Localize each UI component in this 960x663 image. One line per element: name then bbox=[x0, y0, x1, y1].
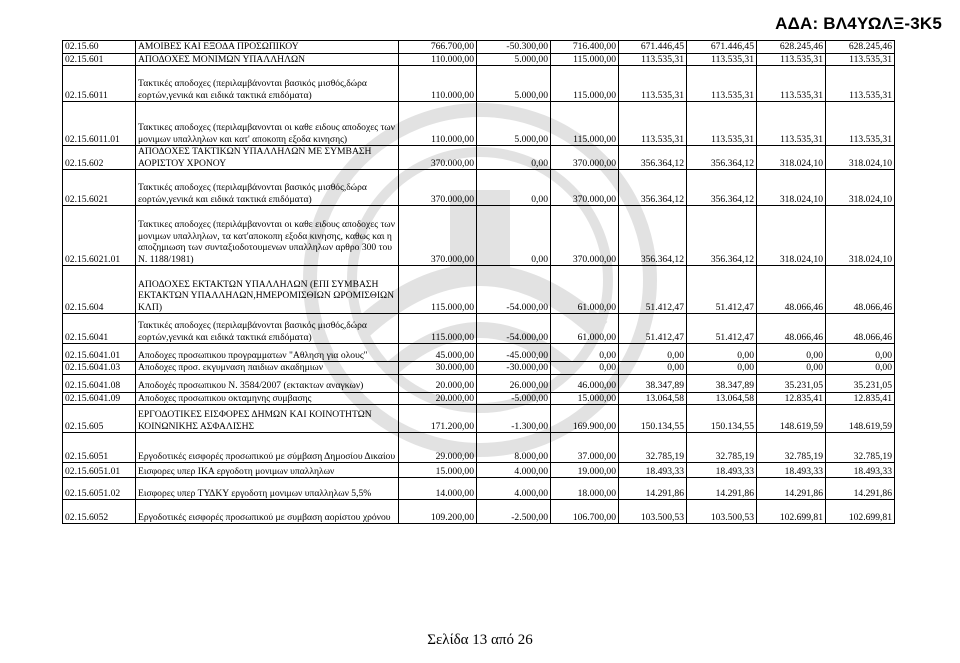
amount-cell: 35.231,05 bbox=[757, 374, 826, 392]
account-code-cell: 02.15.6011.01 bbox=[63, 102, 136, 146]
amount-cell: 148.619,59 bbox=[757, 405, 826, 433]
account-code-cell: 02.15.6051.01 bbox=[63, 463, 136, 478]
amount-cell: 356.364,12 bbox=[619, 206, 687, 266]
amount-cell: 356.364,12 bbox=[619, 146, 687, 170]
description-cell: Αποδοχες προσ. εκγυμναση παιδιων ακαδημιων bbox=[136, 362, 399, 375]
amount-cell: 20.000,00 bbox=[399, 374, 477, 392]
amount-cell: 19.000,00 bbox=[551, 463, 619, 478]
amount-cell: -45.000,00 bbox=[477, 344, 551, 362]
table-row bbox=[63, 374, 895, 392]
description-cell: Αποδοχές προσωπικου Ν. 3584/2007 (εκτακτων αναγκων) bbox=[136, 374, 399, 392]
amount-cell: 48.066,46 bbox=[826, 266, 895, 314]
amount-cell: 51.412,47 bbox=[619, 266, 687, 314]
table-row bbox=[63, 146, 895, 170]
amount-cell: 32.785,19 bbox=[757, 433, 826, 463]
amount-cell: 5.000,00 bbox=[477, 102, 551, 146]
amount-cell: 51.412,47 bbox=[687, 314, 757, 344]
table-row bbox=[63, 206, 895, 266]
table-row bbox=[63, 102, 895, 146]
amount-cell: 15.000,00 bbox=[399, 463, 477, 478]
amount-cell: 18.493,33 bbox=[826, 463, 895, 478]
amount-cell: 48.066,46 bbox=[757, 266, 826, 314]
amount-cell: 115.000,00 bbox=[399, 314, 477, 344]
amount-cell: 370.000,00 bbox=[399, 206, 477, 266]
amount-cell: 113.535,31 bbox=[687, 53, 757, 66]
account-code-cell: 02.15.601 bbox=[63, 53, 136, 66]
amount-cell: 61.000,00 bbox=[551, 266, 619, 314]
amount-cell: 318.024,10 bbox=[826, 146, 895, 170]
amount-cell: 113.535,31 bbox=[619, 53, 687, 66]
amount-cell: 628.245,46 bbox=[757, 41, 826, 54]
amount-cell: 370.000,00 bbox=[551, 170, 619, 206]
amount-cell: 370.000,00 bbox=[551, 206, 619, 266]
amount-cell: 12.835,41 bbox=[826, 392, 895, 405]
amount-cell: 0,00 bbox=[619, 344, 687, 362]
amount-cell: 671.446,45 bbox=[619, 41, 687, 54]
account-code-cell: 02.15.6051.02 bbox=[63, 478, 136, 500]
amount-cell: 4.000,00 bbox=[477, 478, 551, 500]
amount-cell: 61.000,00 bbox=[551, 314, 619, 344]
amount-cell: -5.000,00 bbox=[477, 392, 551, 405]
amount-cell: 110.000,00 bbox=[399, 102, 477, 146]
table-row bbox=[63, 433, 895, 463]
amount-cell: -54.000,00 bbox=[477, 314, 551, 344]
amount-cell: 32.785,19 bbox=[619, 433, 687, 463]
amount-cell: 51.412,47 bbox=[687, 266, 757, 314]
amount-cell: 169.900,00 bbox=[551, 405, 619, 433]
amount-cell: 38.347,89 bbox=[687, 374, 757, 392]
amount-cell: 628.245,46 bbox=[826, 41, 895, 54]
table-row bbox=[63, 344, 895, 362]
description-cell: Εισφορες υπερ ΤΥΔΚΥ εργοδοτη μονιμων υπαλληλων 5,5% bbox=[136, 478, 399, 500]
amount-cell: 370.000,00 bbox=[399, 170, 477, 206]
table-row bbox=[63, 478, 895, 500]
description-cell: Τακτικές αποδοχες (περιλαμβάνονται βασικός μισθός,δώρα εορτών,γενικά και ειδικά τακτικά επιδόματα) bbox=[136, 170, 399, 206]
amount-cell: 0,00 bbox=[757, 362, 826, 375]
account-code-cell: 02.15.604 bbox=[63, 266, 136, 314]
amount-cell: 14.000,00 bbox=[399, 478, 477, 500]
description-cell: ΑΠΟΔΟΧΕΣ ΤΑΚΤΙΚΩΝ ΥΠΑΛΛΗΛΩΝ ΜΕ ΣΥΜΒΑΣΗ ΑΟΡΙΣΤΟΥ ΧΡΟΝΟΥ bbox=[136, 146, 399, 170]
description-cell: ΑΜΟΙΒΕΣ ΚΑΙ ΕΞΟΔΑ ΠΡΟΣΩΠΙΚΟΥ bbox=[136, 41, 399, 54]
amount-cell: 318.024,10 bbox=[757, 206, 826, 266]
account-code-cell: 02.15.60 bbox=[63, 41, 136, 54]
amount-cell: 370.000,00 bbox=[551, 146, 619, 170]
amount-cell: 32.785,19 bbox=[687, 433, 757, 463]
amount-cell: 29.000,00 bbox=[399, 433, 477, 463]
amount-cell: -2.500,00 bbox=[477, 500, 551, 524]
amount-cell: 113.535,31 bbox=[826, 66, 895, 102]
amount-cell: 113.535,31 bbox=[757, 66, 826, 102]
description-cell: Τακτικες αποδοχες (περιλάμβανονται οι καθε ειδους αποδοχες των μονιμων υπαλληλων, τα κατ'αποκοπη εξοδα κινησης, καθως και η αποζημιωση των συνταξιοδοτουμενων υπαλληλων αρθρο 300 του Ν. 1188/1981) bbox=[136, 206, 399, 266]
table-row bbox=[63, 266, 895, 314]
amount-cell: 113.535,31 bbox=[826, 102, 895, 146]
amount-cell: 0,00 bbox=[619, 362, 687, 375]
amount-cell: 0,00 bbox=[757, 344, 826, 362]
amount-cell: 318.024,10 bbox=[757, 146, 826, 170]
amount-cell: 109.200,00 bbox=[399, 500, 477, 524]
account-code-cell: 02.15.6051 bbox=[63, 433, 136, 463]
amount-cell: 18.493,33 bbox=[619, 463, 687, 478]
amount-cell: 318.024,10 bbox=[826, 206, 895, 266]
amount-cell: -50.300,00 bbox=[477, 41, 551, 54]
amount-cell: 14.291,86 bbox=[619, 478, 687, 500]
description-cell: ΑΠΟΔΟΧΕΣ ΕΚΤΑΚΤΩΝ ΥΠΑΛΛΗΛΩΝ (ΕΠΙ ΣΥΜΒΑΣΗ ΕΚΤΑΚΤΩΝ ΥΠΑΛΛΗΛΩΝ,ΗΜΕΡΟΜΙΣΘΙΩΝ ΩΡΟΜΙΣΘΙΩΝ ΚΛΠ) bbox=[136, 266, 399, 314]
amount-cell: 46.000,00 bbox=[551, 374, 619, 392]
amount-cell: 5.000,00 bbox=[477, 53, 551, 66]
table-row bbox=[63, 392, 895, 405]
amount-cell: 113.535,31 bbox=[619, 102, 687, 146]
table-row bbox=[63, 53, 895, 66]
amount-cell: 356.364,12 bbox=[687, 146, 757, 170]
amount-cell: 4.000,00 bbox=[477, 463, 551, 478]
amount-cell: 35.231,05 bbox=[826, 374, 895, 392]
ada-code: ΑΔΑ: ΒΛ4ΥΩΛΞ-3Κ5 bbox=[775, 14, 942, 33]
amount-cell: 103.500,53 bbox=[687, 500, 757, 524]
amount-cell: 318.024,10 bbox=[826, 170, 895, 206]
amount-cell: 0,00 bbox=[687, 344, 757, 362]
description-cell: Τακτικές αποδοχες (περιλαμβάνονται βασικός μισθός,δώρα εορτών,γενικά και ειδικά τακτικά επιδόματα) bbox=[136, 314, 399, 344]
amount-cell: 102.699,81 bbox=[757, 500, 826, 524]
amount-cell: 13.064,58 bbox=[687, 392, 757, 405]
amount-cell: 671.446,45 bbox=[687, 41, 757, 54]
amount-cell: 115.000,00 bbox=[551, 102, 619, 146]
amount-cell: -1.300,00 bbox=[477, 405, 551, 433]
amount-cell: 318.024,10 bbox=[757, 170, 826, 206]
table-row bbox=[63, 314, 895, 344]
amount-cell: 15.000,00 bbox=[551, 392, 619, 405]
amount-cell: 18.000,00 bbox=[551, 478, 619, 500]
amount-cell: 0,00 bbox=[551, 344, 619, 362]
description-cell: Εργοδοτικές εισφορές προσωπικού με συμβαση αορίστου χρόνου bbox=[136, 500, 399, 524]
amount-cell: 115.000,00 bbox=[551, 66, 619, 102]
amount-cell: 5.000,00 bbox=[477, 66, 551, 102]
account-code-cell: 02.15.6041.09 bbox=[63, 392, 136, 405]
table-row bbox=[63, 66, 895, 102]
account-code-cell: 02.15.6021.01 bbox=[63, 206, 136, 266]
amount-cell: 150.134,55 bbox=[619, 405, 687, 433]
description-cell: Τακτικες αποδοχες (περιλαμβανονται οι καθε ειδους αποδοχες των μονιμων υπαλληλων και κατ' αποκοπη εξοδα κινησης) bbox=[136, 102, 399, 146]
amount-cell: 113.535,31 bbox=[757, 53, 826, 66]
amount-cell: 26.000,00 bbox=[477, 374, 551, 392]
amount-cell: 113.535,31 bbox=[687, 102, 757, 146]
amount-cell: -54.000,00 bbox=[477, 266, 551, 314]
description-cell: ΑΠΟΔΟΧΕΣ ΜΟΝΙΜΩΝ ΥΠΑΛΛΗΛΩΝ bbox=[136, 53, 399, 66]
amount-cell: 48.066,46 bbox=[826, 314, 895, 344]
description-cell: Αποδοχες προσωπικου οκταμηνης συμβασης bbox=[136, 392, 399, 405]
description-cell: Εισφορες υπερ ΙΚΑ εργοδοτη μονιμων υπαλληλων bbox=[136, 463, 399, 478]
table-row bbox=[63, 170, 895, 206]
amount-cell: 0,00 bbox=[551, 362, 619, 375]
amount-cell: 14.291,86 bbox=[687, 478, 757, 500]
amount-cell: 113.535,31 bbox=[619, 66, 687, 102]
amount-cell: 30.000,00 bbox=[399, 362, 477, 375]
amount-cell: 0,00 bbox=[826, 344, 895, 362]
amount-cell: 0,00 bbox=[687, 362, 757, 375]
amount-cell: 13.064,58 bbox=[619, 392, 687, 405]
amount-cell: 115.000,00 bbox=[399, 266, 477, 314]
amount-cell: 356.364,12 bbox=[687, 206, 757, 266]
amount-cell: 32.785,19 bbox=[826, 433, 895, 463]
amount-cell: 20.000,00 bbox=[399, 392, 477, 405]
amount-cell: -30.000,00 bbox=[477, 362, 551, 375]
amount-cell: 171.200,00 bbox=[399, 405, 477, 433]
amount-cell: 110.000,00 bbox=[399, 53, 477, 66]
table-row bbox=[63, 362, 895, 375]
table-row bbox=[63, 500, 895, 524]
amount-cell: 8.000,00 bbox=[477, 433, 551, 463]
table-row bbox=[63, 405, 895, 433]
amount-cell: 0,00 bbox=[477, 206, 551, 266]
amount-cell: 356.364,12 bbox=[619, 170, 687, 206]
amount-cell: 37.000,00 bbox=[551, 433, 619, 463]
amount-cell: 12.835,41 bbox=[757, 392, 826, 405]
amount-cell: 148.619,59 bbox=[826, 405, 895, 433]
amount-cell: 103.500,53 bbox=[619, 500, 687, 524]
amount-cell: 113.535,31 bbox=[687, 66, 757, 102]
table-row bbox=[63, 463, 895, 478]
description-cell: Εργοδοτικές εισφορές προσωπικού με σύμβαση Δημοσίου Δικαίου bbox=[136, 433, 399, 463]
table-row bbox=[63, 41, 895, 54]
account-code-cell: 02.15.605 bbox=[63, 405, 136, 433]
description-cell: ΕΡΓΟΔΟΤΙΚΕΣ ΕΙΣΦΟΡΕΣ ΔΗΜΩΝ ΚΑΙ ΚΟΙΝΟΤΗΤΩΝ ΚΟΙΝΩΝΙΚΗΣ ΑΣΦΑΛΙΣΗΣ bbox=[136, 405, 399, 433]
amount-cell: 0,00 bbox=[477, 146, 551, 170]
amount-cell: 38.347,89 bbox=[619, 374, 687, 392]
amount-cell: 14.291,86 bbox=[826, 478, 895, 500]
budget-table bbox=[62, 40, 895, 524]
account-code-cell: 02.15.6041.03 bbox=[63, 362, 136, 375]
amount-cell: 766.700,00 bbox=[399, 41, 477, 54]
amount-cell: 18.493,33 bbox=[757, 463, 826, 478]
account-code-cell: 02.15.602 bbox=[63, 146, 136, 170]
account-code-cell: 02.15.6021 bbox=[63, 170, 136, 206]
amount-cell: 370.000,00 bbox=[399, 146, 477, 170]
amount-cell: 48.066,46 bbox=[757, 314, 826, 344]
amount-cell: 45.000,00 bbox=[399, 344, 477, 362]
account-code-cell: 02.15.6041 bbox=[63, 314, 136, 344]
amount-cell: 110.000,00 bbox=[399, 66, 477, 102]
amount-cell: 150.134,55 bbox=[687, 405, 757, 433]
amount-cell: 14.291,86 bbox=[757, 478, 826, 500]
amount-cell: 356.364,12 bbox=[687, 170, 757, 206]
amount-cell: 113.535,31 bbox=[757, 102, 826, 146]
account-code-cell: 02.15.6052 bbox=[63, 500, 136, 524]
page-number: Σελίδα 13 από 26 bbox=[427, 632, 533, 648]
account-code-cell: 02.15.6041.01 bbox=[63, 344, 136, 362]
amount-cell: 102.699,81 bbox=[826, 500, 895, 524]
account-code-cell: 02.15.6041.08 bbox=[63, 374, 136, 392]
description-cell: Τακτικές αποδοχες (περιλαμβάνονται βασικός μισθός,δώρα εορτών,γενικά και ειδικά τακτικά επιδόματα) bbox=[136, 66, 399, 102]
amount-cell: 51.412,47 bbox=[619, 314, 687, 344]
amount-cell: 716.400,00 bbox=[551, 41, 619, 54]
amount-cell: 0,00 bbox=[826, 362, 895, 375]
amount-cell: 0,00 bbox=[477, 170, 551, 206]
description-cell: Αποδοχες προσωπικου προγραμματων "Αθληση για ολους" bbox=[136, 344, 399, 362]
amount-cell: 106.700,00 bbox=[551, 500, 619, 524]
amount-cell: 18.493,33 bbox=[687, 463, 757, 478]
amount-cell: 113.535,31 bbox=[826, 53, 895, 66]
account-code-cell: 02.15.6011 bbox=[63, 66, 136, 102]
amount-cell: 115.000,00 bbox=[551, 53, 619, 66]
